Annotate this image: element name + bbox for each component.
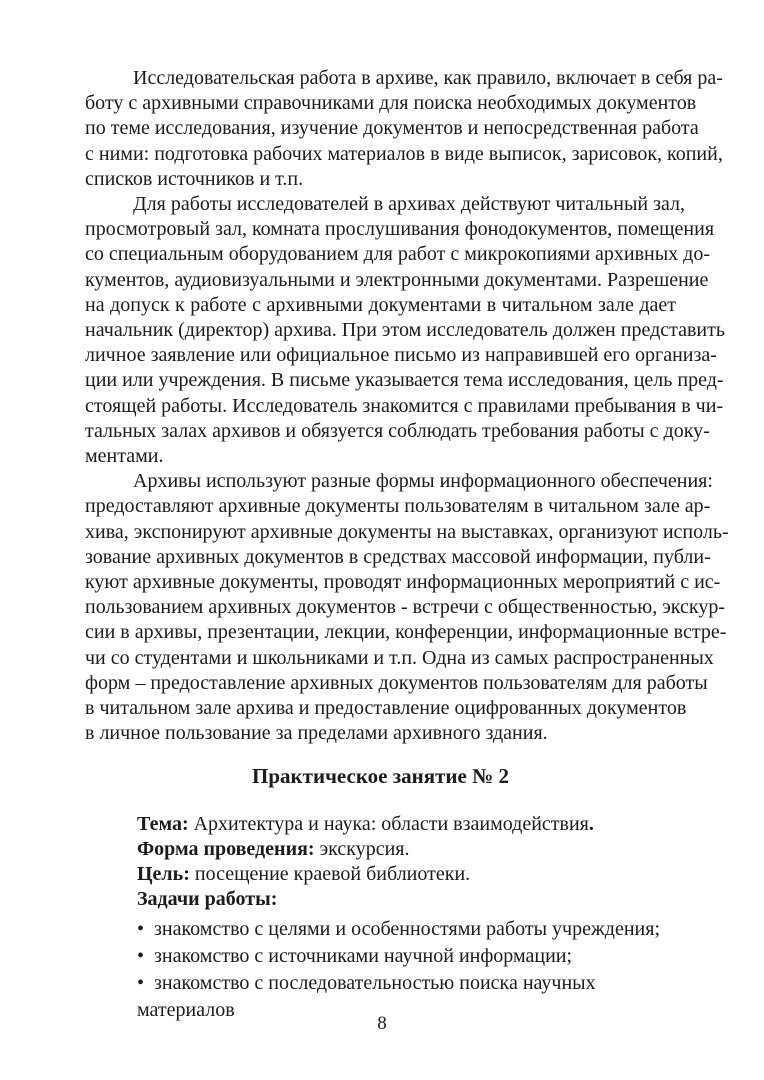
- bullet-icon: •: [137, 944, 145, 967]
- text-line: ции или учреждения. В письме указывается тема исследования, цель пред-: [85, 369, 724, 392]
- list-item-text: знакомство с источниками научной информации;: [154, 944, 573, 967]
- text-line: Исследовательская работа в архиве, как правило, включает в себя ра-: [133, 67, 723, 89]
- text-line: списков источников и т.п.: [85, 167, 304, 190]
- text-line: в личное пользование за пределами архивного здания.: [85, 722, 548, 745]
- detail-row: [137, 887, 676, 912]
- text-line: боту с архивными справочниками для поиска необходимых документов: [85, 92, 697, 115]
- text-line: личное заявление или официальное письмо из направившей его организа-: [85, 344, 717, 367]
- text-line: Архивы используют разные формы информационного обеспечения:: [133, 470, 713, 493]
- text-line: просмотровый зал, комната прослушивания фонодокументов, помещения: [85, 218, 715, 241]
- detail-row: [137, 812, 676, 837]
- detail-text: посещение краевой библиотеки.: [194, 863, 471, 886]
- page-number: 8: [377, 1013, 387, 1034]
- text-line: предоставляют архивные документы пользователям в читальном зале ар-: [85, 495, 711, 518]
- detail-label: Задачи работы:: [137, 888, 278, 911]
- body-paragraph: [85, 469, 729, 746]
- detail-tail: .: [588, 812, 594, 835]
- detail-label: Тема:: [137, 812, 189, 835]
- text-line: чи со студентами и школьниками и т.п. Одна из самых распространенных: [85, 646, 714, 669]
- bullet-icon: •: [137, 917, 145, 940]
- lesson-details: [85, 812, 676, 913]
- text-line: зование архивных документов в средствах массовой информации, публи-: [85, 545, 711, 568]
- text-line: с ними: подготовка рабочих материалов в виде выписок, зарисовок, копий,: [85, 142, 723, 165]
- text-line: тальных залах архивов и обязуется соблюдать требования работы с доку-: [85, 419, 710, 442]
- bullet-icon: •: [137, 971, 145, 994]
- text-line: по теме исследования, изучение документов и непосредственная работа: [85, 117, 699, 140]
- text-line: кументов, аудиовизуальными и электронными документами. Разрешение: [85, 268, 709, 291]
- list-item-text: знакомство с последовательностью поиска научных материалов: [137, 971, 596, 1021]
- detail-row: [137, 862, 676, 887]
- list-item: [137, 943, 676, 970]
- page-content: [85, 66, 729, 1024]
- list-item-text: знакомство с целями и особенностями работы учреждения;: [154, 917, 660, 940]
- detail-label: Цель:: [137, 863, 190, 886]
- task-list: [85, 916, 676, 1024]
- text-line: куют архивные документы, проводят информационных мероприятий с ис-: [85, 571, 721, 594]
- text-line: стоящей работы. Исследователь знакомится с правилами пребывания в чи-: [85, 394, 724, 417]
- text-line: со специальным оборудованием для работ с микрокопиями архивных до-: [85, 243, 711, 266]
- body-paragraphs: [85, 66, 729, 746]
- list-item: [137, 916, 676, 943]
- body-paragraph: [85, 192, 725, 469]
- text-line: начальник (директор) архива. При этом исследователь должен представить: [85, 319, 725, 342]
- text-line: в читальном зале архива и предоставление оцифрованных документов: [85, 697, 687, 720]
- text-line: форм – предоставление архивных документов пользователям для работы: [85, 671, 708, 694]
- detail-label: Форма проведения:: [137, 837, 315, 860]
- text-line: хива, экспонируют архивные документы на выставках, организуют исполь-: [85, 520, 729, 543]
- text-line: пользованием архивных документов - встречи с общественностью, экскур-: [85, 596, 725, 619]
- detail-row: [137, 837, 676, 862]
- text-line: Для работы исследователей в архивах действуют читальный зал,: [133, 193, 686, 216]
- detail-text: экскурсия.: [319, 837, 410, 860]
- detail-text: Архитектура и наука: области взаимодействия: [193, 812, 589, 835]
- text-line: ментами.: [85, 445, 164, 468]
- section-heading: Практическое занятие № 2: [252, 764, 509, 789]
- text-line: сии в архивы, презентации, лекции, конференции, информационные встре-: [85, 621, 727, 644]
- body-paragraph: [85, 66, 723, 192]
- text-line: на допуск к работе с архивными документами в читальном зале дает: [85, 293, 676, 316]
